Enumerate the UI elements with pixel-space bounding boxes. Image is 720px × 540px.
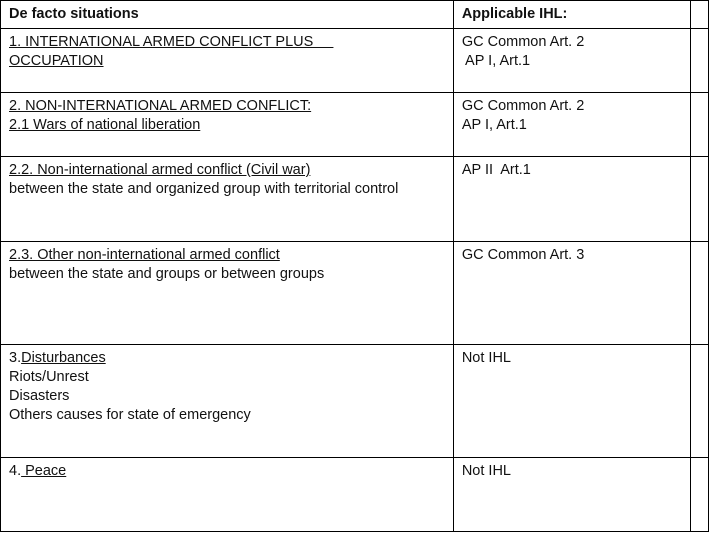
header-applicable-ihl: Applicable IHL: <box>453 1 690 29</box>
situation-line <box>9 33 445 52</box>
situation-line <box>9 406 445 425</box>
applicable-ihl-cell <box>453 345 690 458</box>
situation-line <box>9 265 445 284</box>
applicable-ihl-cell <box>453 242 690 345</box>
spacer-cell <box>690 458 708 532</box>
situation-text: 2.1 Wars of national liberation <box>9 117 201 133</box>
situation-line <box>9 180 445 199</box>
situation-row <box>1 242 709 345</box>
applicable-ihl-line: GC Common Art. 2 <box>461 34 585 50</box>
situation-text: between the state and groups or between groups <box>9 266 325 282</box>
situation-line <box>9 462 445 481</box>
situation-line <box>9 52 445 71</box>
situation-row <box>1 93 709 157</box>
situation-text: OCCUPATION <box>9 53 104 69</box>
situation-row <box>1 157 709 242</box>
applicable-ihl-cell <box>453 93 690 157</box>
situation-cell <box>1 345 454 458</box>
applicable-ihl-line: Not IHL <box>461 350 511 366</box>
situation-row <box>1 458 709 532</box>
situation-number: 4. <box>9 463 22 479</box>
applicable-ihl-cell <box>453 29 690 93</box>
situation-line <box>9 349 445 368</box>
situation-line <box>9 368 445 387</box>
spacer-cell <box>690 93 708 157</box>
applicable-ihl-line: Not IHL <box>461 463 511 479</box>
situation-text: Peace <box>21 463 67 479</box>
situation-cell <box>1 242 454 345</box>
applicable-ihl-line: AP I, Art.1 <box>461 117 527 133</box>
situation-line <box>9 116 445 135</box>
header-row <box>1 1 709 29</box>
situation-text: 2.3. Other non-international armed conflict <box>9 247 280 263</box>
situation-number: 3. <box>9 350 22 366</box>
applicable-ihl-line: AP I, Art.1 <box>461 53 531 69</box>
header-spacer-cell <box>690 1 708 29</box>
situation-text: Riots/Unrest <box>9 369 89 385</box>
ihl-table-body <box>1 1 709 532</box>
situation-cell <box>1 93 454 157</box>
situation-text: Disturbances <box>21 350 106 366</box>
situation-cell <box>1 458 454 532</box>
situation-line <box>9 387 445 406</box>
applicable-ihl-cell <box>453 157 690 242</box>
situation-row <box>1 345 709 458</box>
situation-text: 1. INTERNATIONAL ARMED CONFLICT PLUS <box>9 34 334 50</box>
spacer-cell <box>690 157 708 242</box>
situation-text: Disasters <box>9 388 70 404</box>
applicable-ihl-line: GC Common Art. 3 <box>461 247 585 263</box>
situation-text: 2. NON-INTERNATIONAL ARMED CONFLICT: <box>9 98 312 114</box>
header-situations: De facto situations <box>1 1 454 29</box>
applicable-ihl-cell <box>453 458 690 532</box>
situation-line <box>9 161 445 180</box>
situation-text: Others causes for state of emergency <box>9 407 251 423</box>
situation-row <box>1 29 709 93</box>
spacer-cell <box>690 242 708 345</box>
situation-cell <box>1 29 454 93</box>
spacer-cell <box>690 29 708 93</box>
spacer-cell <box>690 345 708 458</box>
situation-line <box>9 97 445 116</box>
situation-cell <box>1 157 454 242</box>
situation-text: between the state and organized group with territorial control <box>9 181 399 197</box>
applicable-ihl-line: GC Common Art. 2 <box>461 98 585 114</box>
situation-text: 2.2. Non-international armed conflict (Civil war) <box>9 162 311 178</box>
situation-line <box>9 246 445 265</box>
applicable-ihl-line: AP II Art.1 <box>461 162 531 178</box>
